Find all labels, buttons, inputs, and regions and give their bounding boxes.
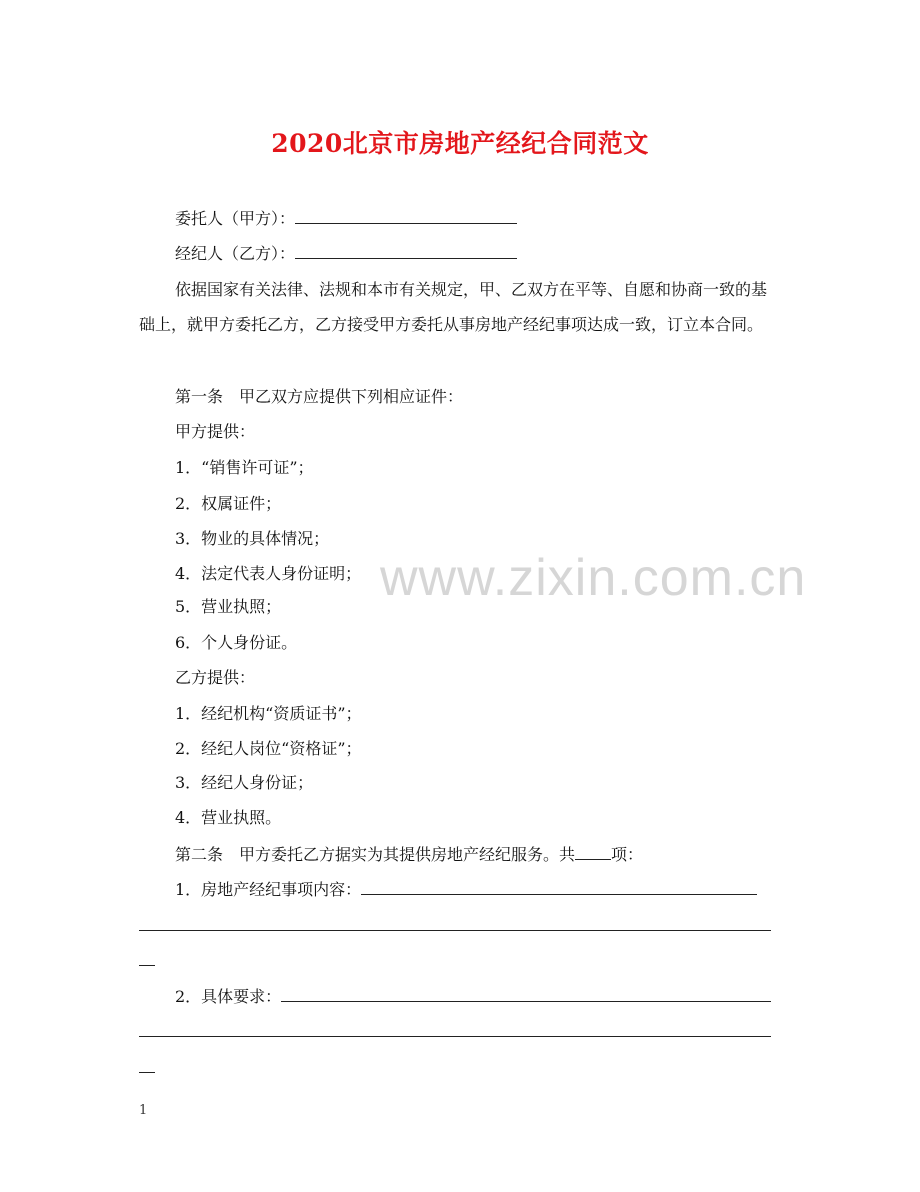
article-1: 第一条 甲乙双方应提供下列相应证件： [175,387,464,406]
requirements-blank-tail [139,1072,155,1073]
party-a-label: 委托人（甲方）： [175,209,296,228]
item-count-blank [575,845,611,860]
page-number: 1 [139,1103,148,1118]
party-b-item: 4．营业执照。 [175,808,282,827]
watermark: www.zixin.com.cn [380,549,807,607]
document-title: 2020北京市房地产经纪合同范文 [271,129,649,158]
party-b-provides-heading: 乙方提供： [175,668,256,687]
intro-paragraph [139,272,779,342]
content-blank-tail [139,965,155,966]
content-item-blank [361,880,757,895]
party-a-line [175,209,517,229]
party-b-item: 1．经纪机构“资质证书”； [175,704,362,723]
article-2-suffix: 项： [611,845,644,864]
party-a-item: 1．“销售许可证”； [175,458,314,477]
content-item-label: 1．房地产经纪事项内容： [175,880,362,899]
party-a-item: 6．个人身份证。 [175,633,298,652]
party-b-item: 3．经纪人身份证； [175,773,314,792]
requirements-item-label: 2．具体要求： [175,987,282,1006]
requirements-blank-line [139,1036,771,1037]
party-b-line [175,244,517,264]
requirements-item-line [175,987,771,1007]
article-2 [175,845,643,865]
party-a-item: 5．营业执照； [175,597,282,616]
party-b-label: 经纪人（乙方）： [175,244,296,263]
party-a-item: 2．权属证件； [175,494,282,513]
content-item-line [175,880,757,900]
intro-text: 依据国家有关法律、法规和本市有关规定，甲、乙双方在平等、自愿和协商一致的基础上，就甲方委托乙方，乙方接受甲方委托从事房地产经纪事项达成一致，订立本合同。 [139,280,768,334]
party-a-item: 3．物业的具体情况； [175,529,330,548]
party-b-blank [295,244,517,259]
party-b-item: 2．经纪人岗位“资格证”； [175,739,362,758]
content-blank-line [139,930,771,931]
party-a-item: 4．法定代表人身份证明； [175,564,362,583]
article-2-prefix: 第二条 甲方委托乙方据实为其提供房地产经纪服务。共 [175,845,576,864]
party-a-provides-heading: 甲方提供： [175,422,256,441]
party-a-blank [295,209,517,224]
requirements-item-blank [281,987,771,1002]
